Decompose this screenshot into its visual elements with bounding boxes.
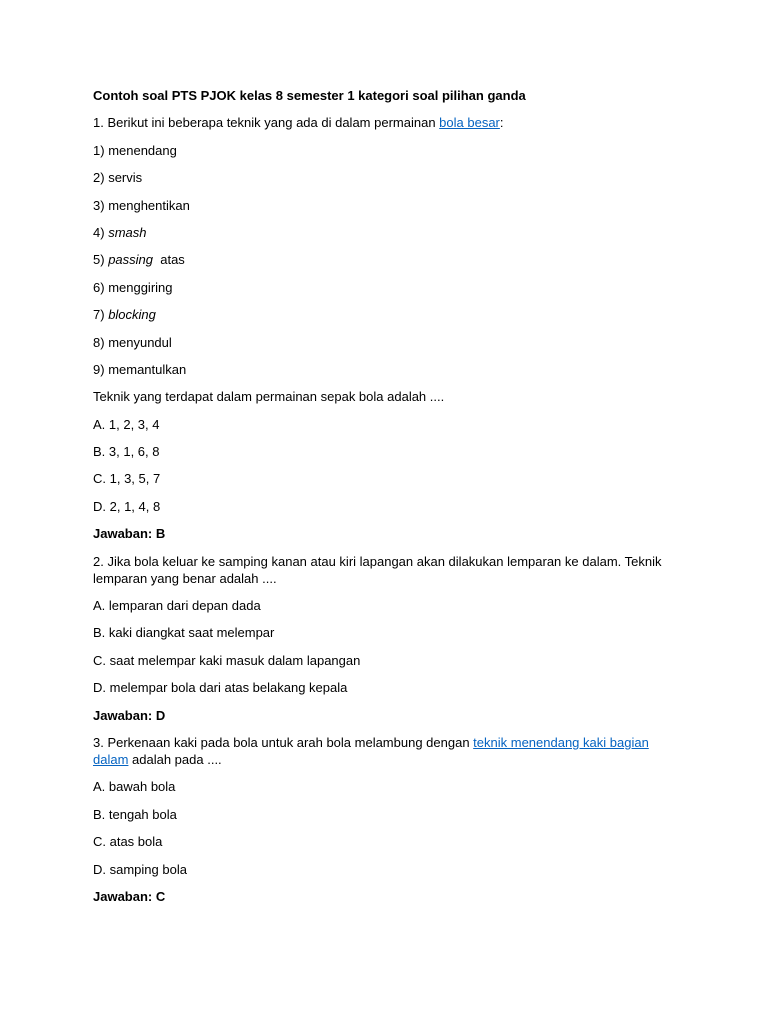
list-item — [93, 361, 668, 378]
list-item-number: 9) — [93, 361, 105, 377]
list-item — [93, 169, 668, 186]
question-3-stem — [93, 734, 668, 768]
list-item-number: 1) — [93, 142, 105, 158]
question-1-stem-colon: : — [499, 115, 504, 131]
list-item-text: smash — [108, 224, 147, 240]
question-3-stem-text: 3. Perkenaan kaki pada bola untuk arah bola melambung dengan — [93, 734, 474, 750]
option-c: C. atas bola — [93, 834, 163, 850]
list-item-number: 8) — [93, 334, 105, 350]
list-item-number: 5) — [93, 252, 105, 268]
list-item-text: menghentikan — [108, 197, 190, 213]
question-1-question: Teknik yang terdapat dalam permainan sepak bola adalah .... — [93, 389, 445, 405]
list-item — [93, 197, 668, 214]
option-d: D. samping bola — [93, 861, 187, 877]
option-b: B. kaki diangkat saat melempar — [93, 625, 275, 641]
list-item — [93, 251, 668, 268]
answer-3: Jawaban: C — [93, 888, 166, 904]
option-d: D. melempar bola dari atas belakang kepala — [93, 680, 348, 696]
list-item-text: menendang — [108, 142, 177, 158]
list-item-number: 6) — [93, 279, 105, 295]
list-item-text: servis — [108, 170, 143, 186]
list-item-text: blocking — [108, 307, 156, 323]
option-b: B. tengah bola — [93, 806, 177, 822]
list-item-number: 4) — [93, 224, 105, 240]
list-item — [93, 334, 668, 351]
option-c: C. saat melempar kaki masuk dalam lapangan — [93, 652, 361, 668]
link-bola-besar[interactable]: bola besar — [439, 115, 500, 131]
list-item — [93, 142, 668, 159]
link-teknik-menendang[interactable]: teknik menendang kaki bagian dalam — [93, 734, 649, 767]
option-d: D. 2, 1, 4, 8 — [93, 498, 161, 514]
option-a: A. 1, 2, 3, 4 — [93, 416, 160, 432]
question-3-stem-tail: adalah pada .... — [128, 751, 222, 767]
answer-2: Jawaban: D — [93, 707, 166, 723]
list-item-text: menggiring — [108, 279, 173, 295]
option-b: B. 3, 1, 6, 8 — [93, 444, 160, 460]
list-item-suffix: atas — [153, 252, 185, 268]
list-item — [93, 279, 668, 296]
document-title: Contoh soal PTS PJOK kelas 8 semester 1 kategori soal pilihan ganda — [93, 88, 526, 103]
list-item-text: memantulkan — [108, 361, 187, 377]
answer-1: Jawaban: B — [93, 526, 166, 542]
list-item — [93, 306, 668, 323]
option-a: A. bawah bola — [93, 779, 176, 795]
list-item-number: 2) — [93, 170, 105, 186]
list-item-text: menyundul — [108, 334, 172, 350]
question-1-stem-text: 1. Berikut ini beberapa teknik yang ada di dalam permainan — [93, 115, 440, 131]
question-2-stem: 2. Jika bola keluar ke samping kanan atau kiri lapangan akan dilakukan lemparan ke dalam. Teknik lemparan yang benar adalah .... — [93, 553, 662, 586]
list-item-number: 7) — [93, 307, 105, 323]
question-1-stem — [93, 114, 668, 131]
option-a: A. lemparan dari depan dada — [93, 598, 261, 614]
list-item — [93, 224, 668, 241]
option-c: C. 1, 3, 5, 7 — [93, 471, 161, 487]
list-item-text: passing — [108, 252, 153, 268]
list-item-number: 3) — [93, 197, 105, 213]
